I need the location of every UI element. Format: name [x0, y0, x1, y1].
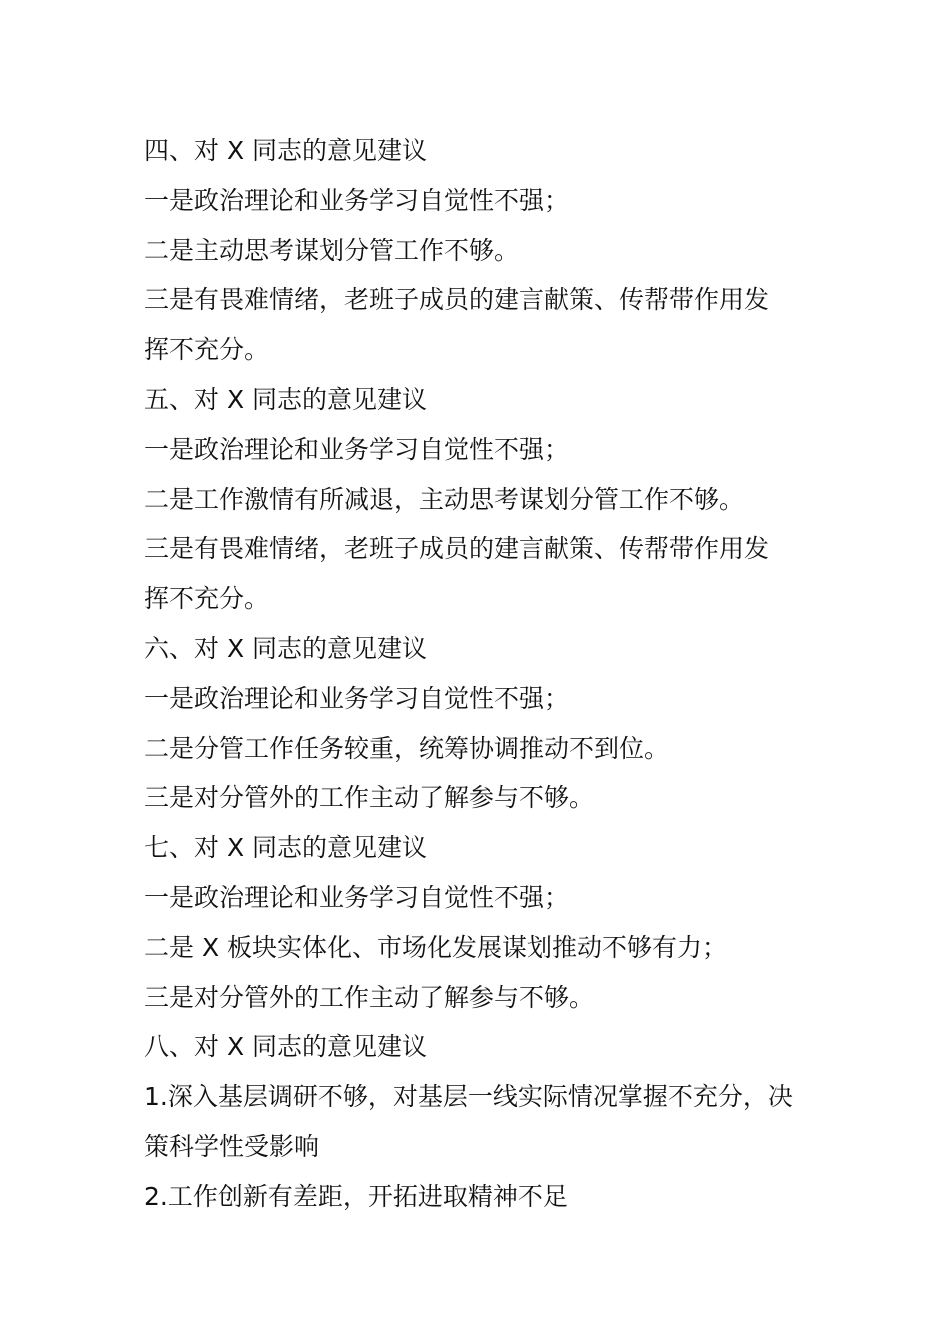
paragraph-line: 三是对分管外的工作主动了解参与不够。: [144, 783, 595, 813]
paragraph-line: 一是政治理论和业务学习自觉性不强；: [144, 882, 570, 912]
paragraph-line: 挥不充分。: [144, 335, 270, 365]
section-heading-6: 六、对 X 同志的意见建议: [144, 633, 428, 663]
section-heading-5: 五、对 X 同志的意见建议: [144, 384, 428, 414]
paragraph-line: 三是有畏难情绪，老班子成员的建言献策、传帮带作用发: [144, 285, 770, 315]
document-body: [144, 126, 816, 1222]
section-heading-4: 四、对 X 同志的意见建议: [144, 136, 428, 165]
paragraph-line: 一是政治理论和业务学习自觉性不强；: [144, 434, 570, 464]
paragraph-line: 三是有畏难情绪，老班子成员的建言献策、传帮带作用发: [144, 534, 770, 564]
paragraph-line: 二是 X 板块实体化、市场化发展谋划推动不够有力；: [144, 932, 728, 962]
paragraph-line: 一是政治理论和业务学习自觉性不强；: [144, 683, 570, 713]
paragraph-line: 二是主动思考谋划分管工作不够。: [144, 235, 520, 265]
paragraph-line: 1.深入基层调研不够，对基层一线实际情况掌握不充分，决: [144, 1082, 793, 1112]
paragraph-line: 三是对分管外的工作主动了解参与不够。: [144, 982, 595, 1012]
paragraph-line: 策科学性受影响: [144, 1131, 320, 1161]
paragraph-line: 一是政治理论和业务学习自觉性不强；: [144, 185, 570, 215]
section-heading-8: 八、对 X 同志的意见建议: [144, 1032, 428, 1062]
paragraph-line: 二是分管工作任务较重，统筹协调推动不到位。: [144, 733, 670, 763]
section-heading-7: 七、对 X 同志的意见建议: [144, 833, 428, 863]
paragraph-line: 2.工作创新有差距，开拓进取精神不足: [144, 1181, 568, 1211]
paragraph-line: 挥不充分。: [144, 584, 270, 614]
paragraph-line: 二是工作激情有所减退，主动思考谋划分管工作不够。: [144, 484, 745, 514]
